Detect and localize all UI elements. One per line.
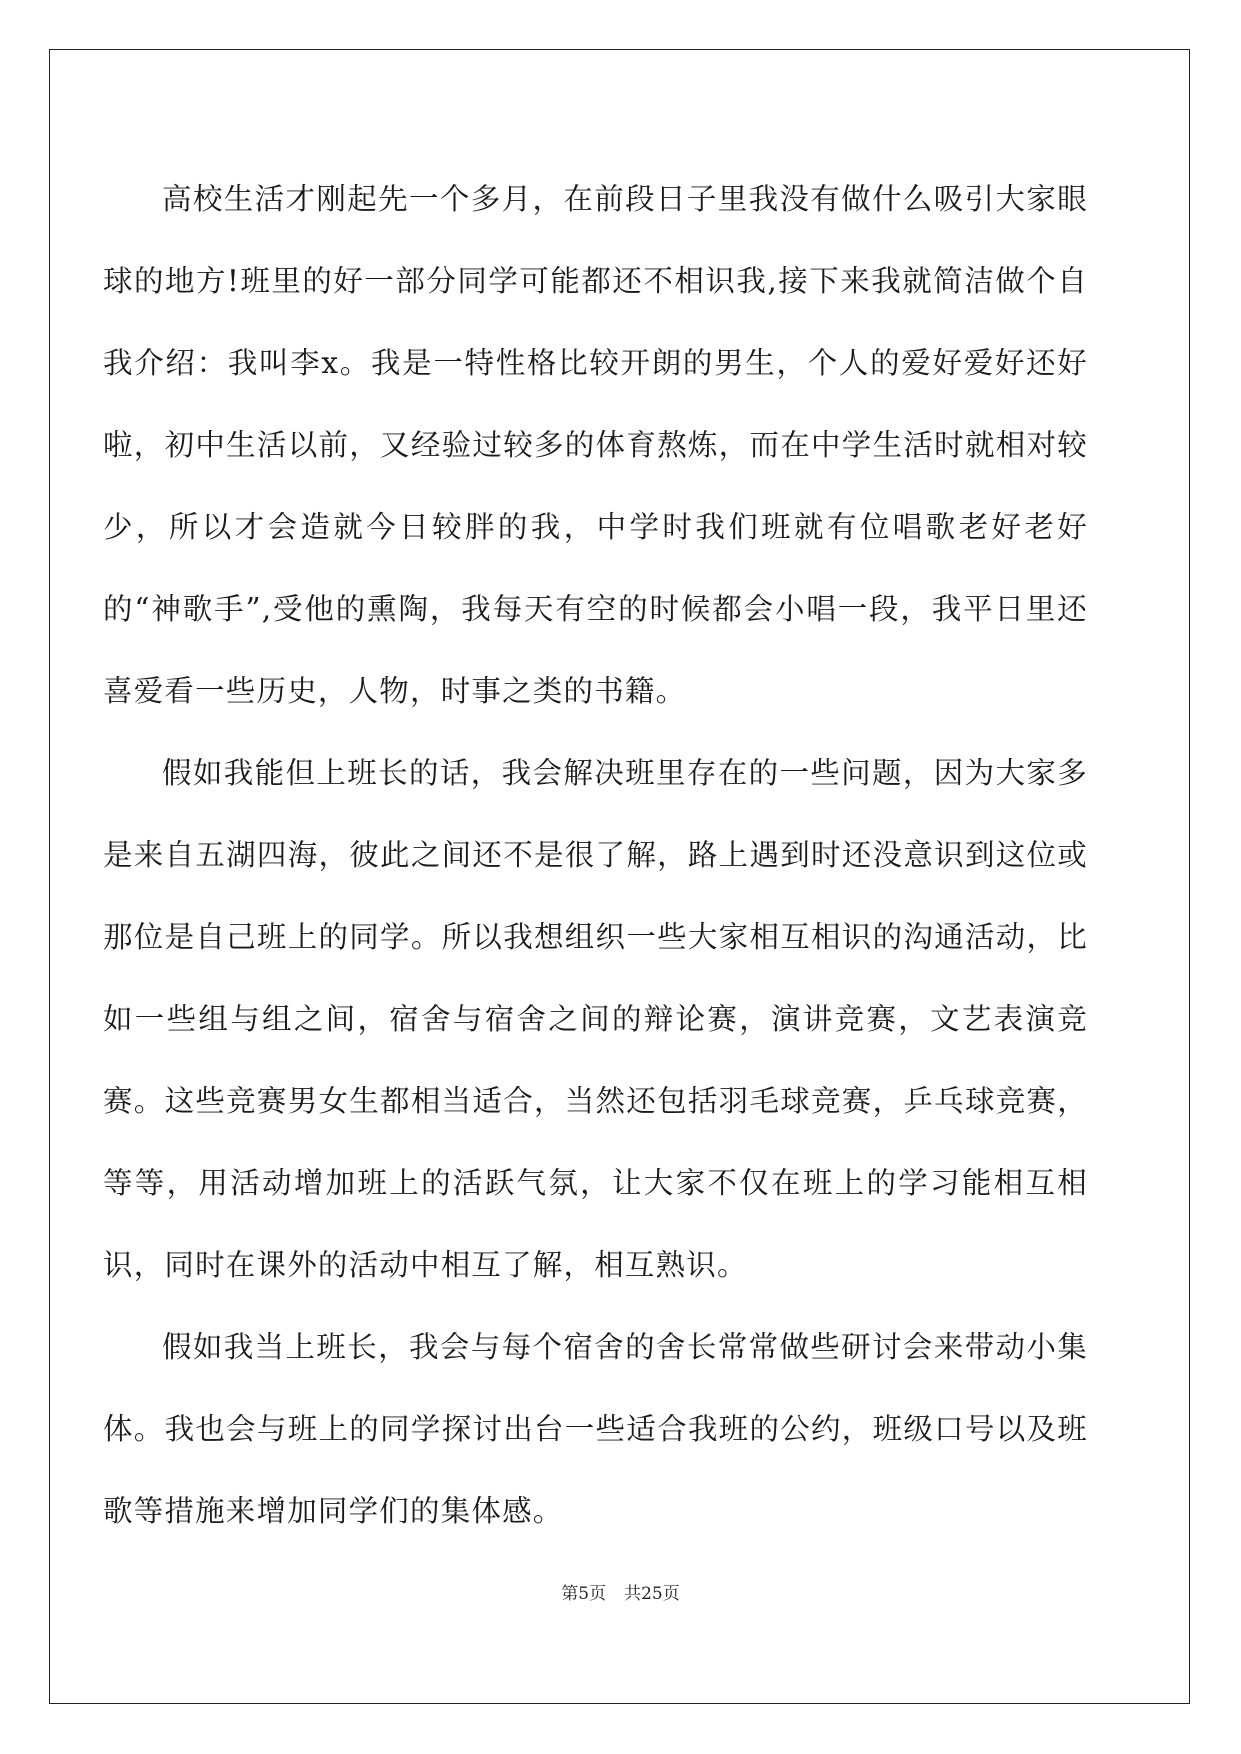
- page-total: 共25页: [624, 1584, 680, 1604]
- paragraph-1: 高校生活才刚起先一个多月，在前段日子里我没有做什么吸引大家眼球的地方!班里的好一部分同学可能都还不相识我,接下来我就简洁做个自我介绍：我叫李x。我是一特性格比较开朗的男生，个人的爱好爱好还好啦，初中生活以前，又经验过较多的体育熬炼，而在中学生活时就相对较少，所以才会造就今日较胖的我，中学时我们班就有位唱歌老好老好的“神歌手”,受他的熏陶，我每天有空的时候都会小唱一段，我平日里还喜爱看一些历史，人物，时事之类的书籍。: [103, 182, 1088, 708]
- paragraph-3: 假如我当上班长，我会与每个宿舍的舍长常常做些研讨会来带动小集体。我也会与班上的同学探讨出台一些适合我班的公约，班级口号以及班歌等措施来增加同学们的集体感。: [103, 1330, 1088, 1528]
- page-footer: [0, 1579, 1241, 1604]
- page-number: 第5页: [561, 1584, 607, 1604]
- paragraph-2: 假如我能但上班长的话，我会解决班里存在的一些问题，因为大家多是来自五湖四海，彼此之间还不是很了解，路上遇到时还没意识到这位或那位是自己班上的同学。所以我想组织一些大家相互相识的沟通活动，比如一些组与组之间，宿舍与宿舍之间的辩论赛，演讲竞赛，文艺表演竞赛。这些竞赛男女生都相当适合，当然还包括羽毛球竞赛，乒乓球竞赛，等等，用活动增加班上的活跃气氛，让大家不仅在班上的学习能相互相识，同时在课外的活动中相互了解，相互熟识。: [103, 756, 1088, 1282]
- document-body: [103, 158, 1088, 1552]
